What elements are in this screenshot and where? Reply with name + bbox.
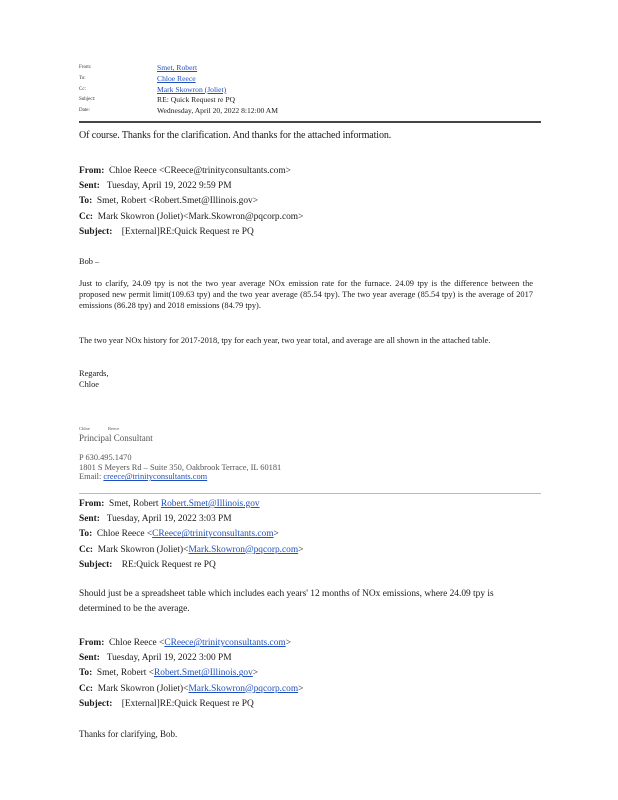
signature-title: Principal Consultant: [79, 433, 153, 443]
email2-sent-row: [79, 512, 303, 527]
email3-subject-value: [External]RE:Quick Request re PQ: [121, 698, 254, 709]
email-header: [79, 63, 278, 117]
email3-subject-label: Subject:: [79, 698, 113, 709]
email1-subject-row: [79, 225, 303, 240]
signature-email-row: [79, 472, 281, 482]
email1-subject-label: Subject:: [79, 226, 113, 237]
email2-to-row: To: Chloe Reece <CReece@trinityconsultants.com>: [79, 529, 279, 540]
email2-to-name: Chloe Reece: [96, 529, 145, 540]
header-to-link[interactable]: Chloe Reece: [157, 73, 196, 83]
email3-subject-row: [79, 697, 303, 712]
email3-to-email-link[interactable]: Robert.Smet@Illinois.gov: [154, 668, 253, 679]
signature-address: 1801 S Meyers Rd – Suite 350, Oakbrook Terrace, IL 60181: [79, 462, 282, 472]
header-subject-label: Subject:: [79, 97, 96, 103]
header-cc-row: [79, 85, 278, 96]
email2-cc-label: Cc:: [79, 544, 94, 555]
email2-to-label: To:: [79, 529, 93, 540]
email2-body: Should just be a spreadsheet table which includes each years' 12 months of NOx emissions, where 24.09 tpy is determined to be the average.: [79, 589, 494, 614]
email3-to-label: To:: [79, 668, 93, 679]
header-from-row: [79, 63, 278, 74]
email3-cc-row: Cc: Mark Skowron (Joliet)<Mark.Skowron@pqcorp.com>: [79, 683, 304, 694]
email2-subject-label: Subject:: [79, 559, 113, 570]
header-cc-label: Cc:: [79, 86, 86, 92]
header-from-label: From:: [79, 65, 92, 70]
email1-to-label: To:: [79, 196, 93, 207]
signature-divider: [79, 493, 541, 494]
email2-cc-email-link[interactable]: Mark.Skowron@pqcorp.com: [188, 544, 299, 555]
email3-sent-label: Sent:: [79, 653, 100, 664]
header-to-label: To:: [79, 75, 86, 81]
header-date-label: Date:: [79, 108, 90, 114]
email2-sent-value: Tuesday, April 19, 2022 3:03 PM: [106, 514, 232, 525]
signature-name: [79, 426, 137, 431]
email1-to-row: [79, 194, 303, 209]
email1-from-value: Chloe Reece <CReece@trinityconsultants.com>: [109, 166, 291, 176]
header-to-row: [79, 74, 278, 85]
email3-sent-row: [79, 651, 303, 666]
email3-body: Thanks for clarifying, Bob.: [79, 729, 178, 739]
email1-sent-label: Sent:: [79, 181, 100, 192]
signature-contact: [79, 453, 281, 482]
email3-from-name: Chloe Reece: [109, 638, 157, 648]
signature-phone: P 630.495.1470: [79, 453, 132, 462]
header-date-row: [79, 106, 278, 117]
email2-meta: [79, 497, 303, 573]
email2-sent-label: Sent:: [79, 514, 100, 525]
header-cc-link[interactable]: Mark Skowron (Joliet): [157, 84, 227, 94]
email2-to-email-link[interactable]: CReece@trinityconsultants.com: [152, 529, 274, 540]
signature-last-name: Reece: [107, 426, 120, 431]
email3-sent-value: Tuesday, April 19, 2022 3:00 PM: [106, 653, 232, 664]
email2-from-email-link[interactable]: Robert.Smet@Illinois.gov: [160, 499, 260, 509]
email1-sent-row: [79, 179, 303, 194]
email3-from-email-link[interactable]: CReece@trinityconsultants.com: [164, 638, 286, 648]
email2-from-name: Smet, Robert: [109, 499, 159, 509]
email1-meta: [79, 164, 303, 240]
header-subject-row: [79, 95, 278, 106]
email1-regards: Regards,: [79, 369, 109, 378]
email2-cc-name: Mark Skowron (Joliet): [97, 544, 184, 555]
email2-subject-row: [79, 558, 303, 573]
email1-from-row: [79, 164, 303, 179]
email1-greeting: Bob –: [79, 257, 100, 266]
email1-to-value: Smet, Robert <Robert.Smet@Illinois.gov>: [96, 196, 259, 207]
email2-cc-row: Cc: Mark Skowron (Joliet)<Mark.Skowron@pqcorp.com>: [79, 544, 304, 555]
reply-text: Of course. Thanks for the clarification. And thanks for the attached information.: [79, 130, 392, 141]
email1-sender-name: Chloe: [79, 380, 100, 389]
email3-to-row: To: Smet, Robert <Robert.Smet@Illinois.gov>: [79, 668, 259, 679]
header-from-link[interactable]: Smet, Robert: [157, 63, 198, 72]
email3-cc-name: Mark Skowron (Joliet): [97, 683, 184, 694]
email3-meta: [79, 636, 303, 712]
email1-cc-label: Cc:: [79, 211, 94, 222]
email3-cc-label: Cc:: [79, 683, 94, 694]
header-divider: [79, 121, 541, 123]
email1-cc-row: [79, 210, 303, 225]
email1-cc-value: Mark Skowron (Joliet)<Mark.Skowron@pqcorp.com>: [97, 211, 304, 222]
email2-subject-value: RE:Quick Request re PQ: [121, 559, 216, 570]
email1-paragraph-1: Just to clarify, 24.09 tpy is not the two year average NOx emission rate for the furnace. 24.09 tpy is the difference between the proposed new permit limit(109.63 tpy) and the two year average (85.54 tpy). The two year average (85.54 tpy) is the average of 2017 emissions (86.28 tpy) and 2018 emissions (84.79 tpy).: [79, 279, 533, 310]
header-subject-value: RE: Quick Request re PQ: [157, 95, 236, 105]
email3-from-row: From: Chloe Reece <CReece@trinityconsultants.com>: [79, 638, 291, 648]
email3-from-label: From:: [79, 638, 105, 648]
email2-from-label: From:: [79, 499, 105, 509]
signature-email-link[interactable]: creece@trinityconsultants.com: [103, 472, 208, 482]
email3-cc-email-link[interactable]: Mark.Skowron@pqcorp.com: [188, 683, 299, 694]
signature-email-label: Email:: [79, 472, 102, 482]
email1-subject-value: [External]RE:Quick Request re PQ: [121, 226, 254, 237]
email1-paragraph-2: The two year NOx history for 2017-2018, tpy for each year, two year total, and average are all shown in the attached table.: [79, 336, 491, 345]
header-date-value: Wednesday, April 20, 2022 8:12:00 AM: [157, 106, 279, 116]
email1-sent-value: Tuesday, April 19, 2022 9:59 PM: [106, 181, 232, 192]
email3-to-name: Smet, Robert: [96, 668, 147, 679]
email2-from-row: [79, 497, 303, 512]
email1-from-label: From:: [79, 166, 105, 176]
signature-first-name: Chloe: [79, 426, 90, 431]
